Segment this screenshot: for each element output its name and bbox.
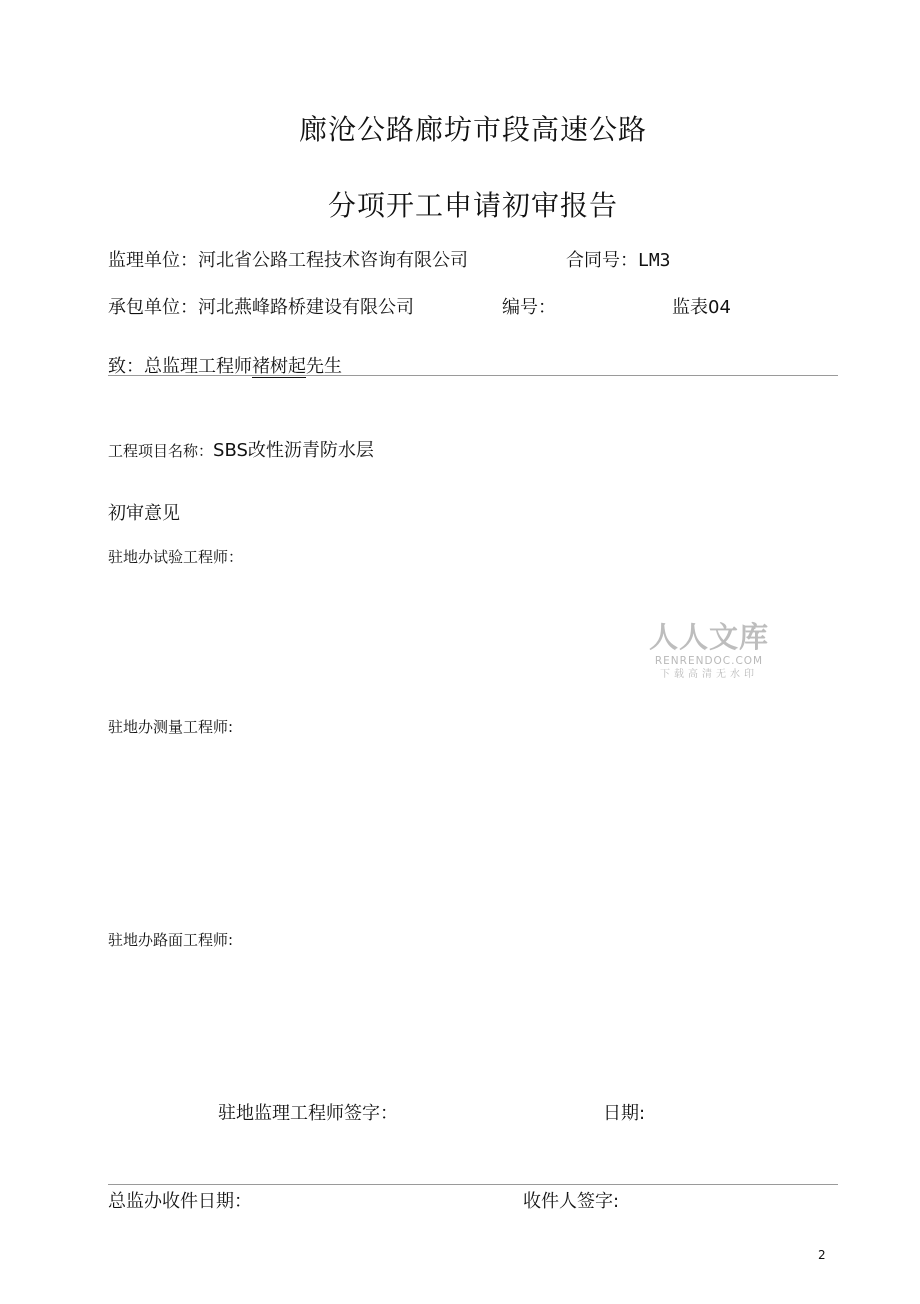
contractor-row: [108, 293, 414, 319]
pavement-engineer-label: 驻地办路面工程师:: [108, 931, 234, 949]
watermark-domain: RENRENDOC.COM: [654, 655, 764, 667]
contract-label: 合同号：: [566, 250, 638, 271]
review-heading: 初审意见: [108, 503, 180, 524]
footer-divider: [108, 1184, 838, 1185]
watermark-slogan: 下载高清无水印: [660, 669, 758, 680]
document-title: 廊沧公路廊坊市段高速公路: [298, 113, 647, 146]
survey-engineer-label: 驻地办测量工程师:: [108, 718, 234, 736]
receiver-signature-label: 收件人签字:: [523, 1191, 620, 1212]
watermark-logo: [646, 620, 772, 682]
contractor-label: 承包单位：: [108, 297, 198, 318]
chief-engineer-name: 褚树起: [252, 356, 306, 377]
contract-row: [566, 246, 671, 272]
supervisor-label: 监理单位：: [108, 250, 198, 271]
contract-value: LM3: [638, 250, 671, 271]
page-number: 2: [818, 1248, 826, 1262]
supervisor-row: [108, 246, 468, 272]
supervisor-value: 河北省公路工程技术咨询有限公司: [198, 250, 468, 271]
number-label: 编号：: [502, 297, 556, 318]
date-label: 日期:: [603, 1103, 646, 1124]
project-label: 工程项目名称：: [108, 442, 214, 460]
addressee-divider: [108, 375, 838, 376]
addressee-suffix: 先生: [306, 356, 342, 377]
resident-signature-label: 驻地监理工程师签字：: [218, 1103, 398, 1124]
contractor-value: 河北燕峰路桥建设有限公司: [198, 297, 414, 318]
addressee-prefix: 致：总监理工程师: [108, 356, 252, 377]
project-value: SBS改性沥青防水层: [213, 440, 374, 461]
watermark-brand: 人人文库: [648, 620, 769, 654]
form-code: 监表04: [672, 297, 731, 318]
receive-date-label: 总监办收件日期：: [108, 1191, 252, 1212]
document-subtitle: 分项开工申请初审报告: [327, 189, 618, 222]
project-row: [108, 436, 374, 462]
test-engineer-label: 驻地办试验工程师：: [108, 548, 244, 566]
